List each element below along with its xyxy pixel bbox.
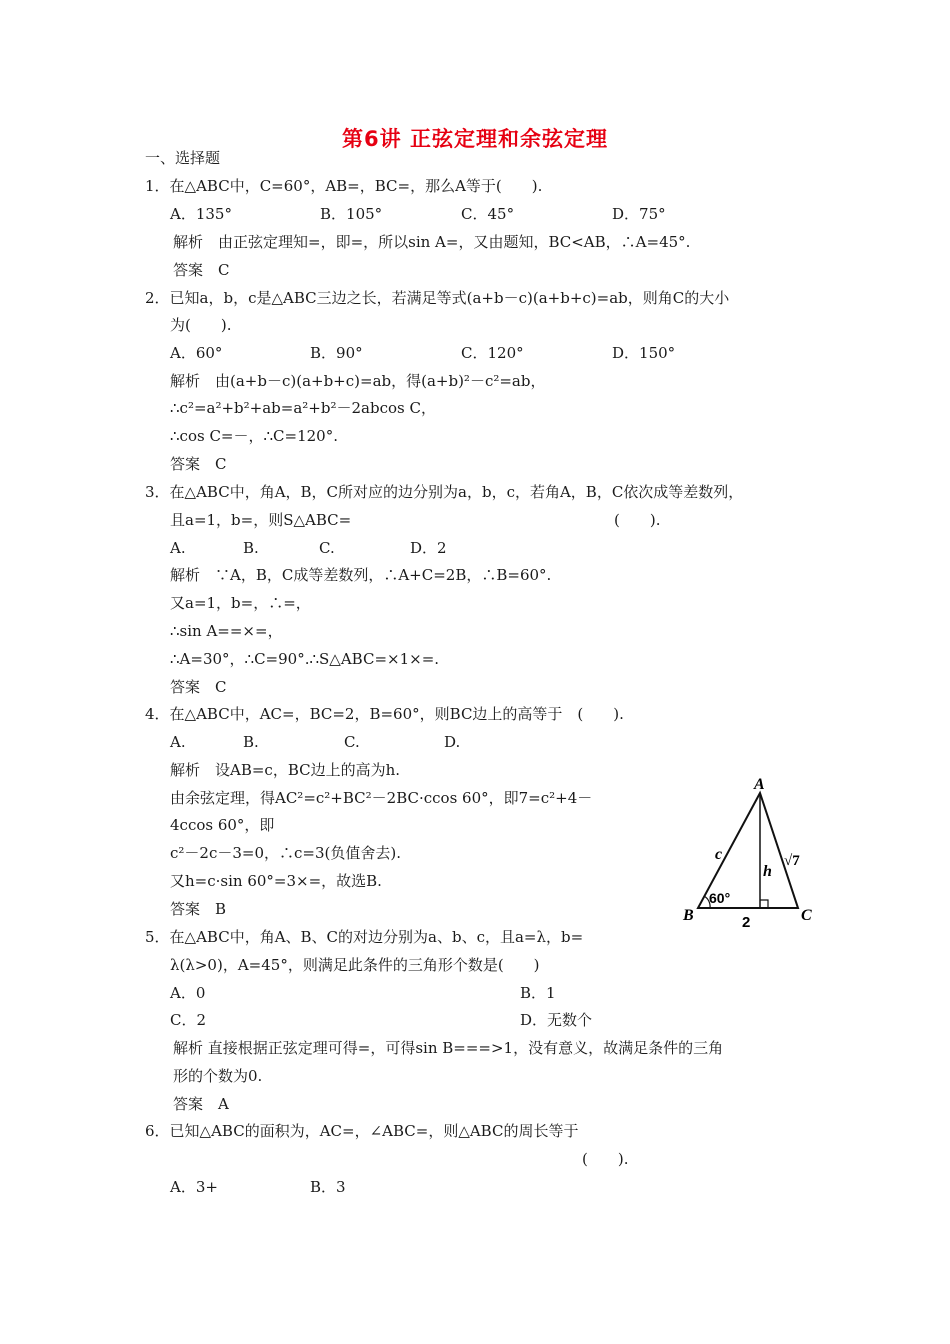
height-label: h [763,863,772,880]
option-q2-b: B．90° [310,344,363,362]
text-line-q2: 2．已知a，b，c是△ABC三边之长，若满足等式(a+b－c)(a+b+c)=ab，则角C的大小 [145,289,730,307]
text-line-q6: 6．已知△ABC的面积为，AC=，∠ABC=，则△ABC的周长等于 [145,1122,579,1140]
text-line-q3-ans: 答案 C [170,678,227,696]
triangle-diagram [680,775,820,935]
option-q5-a: A．0 [170,984,206,1002]
option-q1-d: D．75° [612,205,666,223]
option-q5-d: D．无数个 [520,1011,593,1029]
option-q4-a: A. [170,733,186,751]
text-line-q4-ana4: c²－2c－3=0，∴c=3(负值舍去). [170,844,401,862]
text-line-q5b: λ(λ>0)，A=45°，则满足此条件的三角形个数是( ) [170,956,540,974]
option-q6-a: A．3+ [170,1178,218,1196]
text-line-q3-ana3: ∴sin A==×=， [170,622,283,640]
text-line-q1-ana: 解析 由正弦定理知=，即=，所以sin A=，又由题知，BC<AB，∴A=45°. [173,233,691,251]
option-q5-b: B．1 [520,984,556,1002]
text-line-q4-ana1: 解析 设AB=c，BC边上的高为h. [170,761,401,779]
vertex-a-label: A [754,776,765,793]
text-line-q1: 1．在△ABC中，C=60°，AB=，BC=，那么A等于( ). [145,177,543,195]
text-line-q5-ana1: 解析 直接根据正弦定理可得=，可得sin B===>1，没有意义，故满足条件的三角 [173,1039,724,1057]
text-line-q3-ana2: 又a=1，b=，∴=， [170,594,311,612]
text-line-q5-ana2: 形的个数为0. [173,1067,263,1085]
option-q2-a: A．60° [170,344,223,362]
text-line-q4-ana3: 4ccos 60°，即 [170,816,275,834]
text-line-q3-ana4: ∴A=30°，∴C=90°.∴S△ABC=×1×=. [170,650,440,668]
text-line-q1-ans: 答案 C [173,261,230,279]
text-line-q2-ans: 答案 C [170,455,227,473]
triangle-figure [680,775,820,935]
option-q6-b: B．3 [310,1178,346,1196]
option-q2-c: C．120° [461,344,524,362]
text-line-q4-ans: 答案 B [170,900,227,918]
text-line-q6b: ( ). [582,1150,629,1168]
text-line-q3c: ( ). [614,511,661,529]
text-line-q3: 3．在△ABC中，角A，B，C所对应的边分别为a，b，c，若角A，B，C依次成等差数列， [145,483,744,501]
vertex-b-label: B [683,907,694,924]
side-c-label: c [715,846,723,863]
text-line-q4-ana5: 又h=c·sin 60°=3×=，故选B. [170,872,382,890]
option-q4-b: B. [243,733,259,751]
option-q3-d: D．2 [410,539,447,557]
section-heading: 一、选择题 [145,149,221,167]
option-q3-a: A. [170,539,186,557]
option-q3-c: C. [319,539,335,557]
text-line-q2-ana3: ∴cos C=－，∴C=120°. [170,427,338,445]
vertex-c-label: C [801,907,812,924]
text-line-q2-ana1: 解析 由(a+b－c)(a+b+c)=ab，得(a+b)²－c²=ab， [170,372,546,390]
text-line-q3-ana1: 解析 ∵A，B，C成等差数列，∴A+C=2B，∴B=60°. [170,566,552,584]
option-q3-b: B. [243,539,259,557]
option-q2-d: D．150° [612,344,676,362]
angle-label: 60° [709,890,731,906]
option-q1-c: C．45° [461,205,515,223]
side-bc-label: 2 [742,914,751,931]
text-line-q5: 5．在△ABC中，角A、B、C的对边分别为a、b、c，且a=λ，b= [145,928,584,946]
option-q5-c: C．2 [170,1011,207,1029]
right-angle-mark [760,900,768,908]
side-ac-label: √7 [784,853,800,869]
text-line-q4: 4．在△ABC中，AC=，BC=2，B=60°，则BC边上的高等于 ( ). [145,705,624,723]
option-q4-c: C. [344,733,360,751]
text-line-q5-ans: 答案 A [173,1095,229,1113]
text-line-q4-ana2: 由余弦定理，得AC²=c²+BC²－2BC·ccos 60°，即7=c²+4－ [170,789,593,807]
page-title: 第6讲 正弦定理和余弦定理 [342,127,608,151]
option-q1-b: B．105° [320,205,383,223]
text-line-q3b: 且a=1，b=，则S△ABC= [170,511,352,529]
text-line-q2-ana2: ∴c²=a²+b²+ab=a²+b²－2abcos C， [170,399,436,417]
option-q4-d: D. [444,733,461,751]
text-line-q2b: 为( ). [170,316,232,334]
option-q1-a: A．135° [170,205,232,223]
